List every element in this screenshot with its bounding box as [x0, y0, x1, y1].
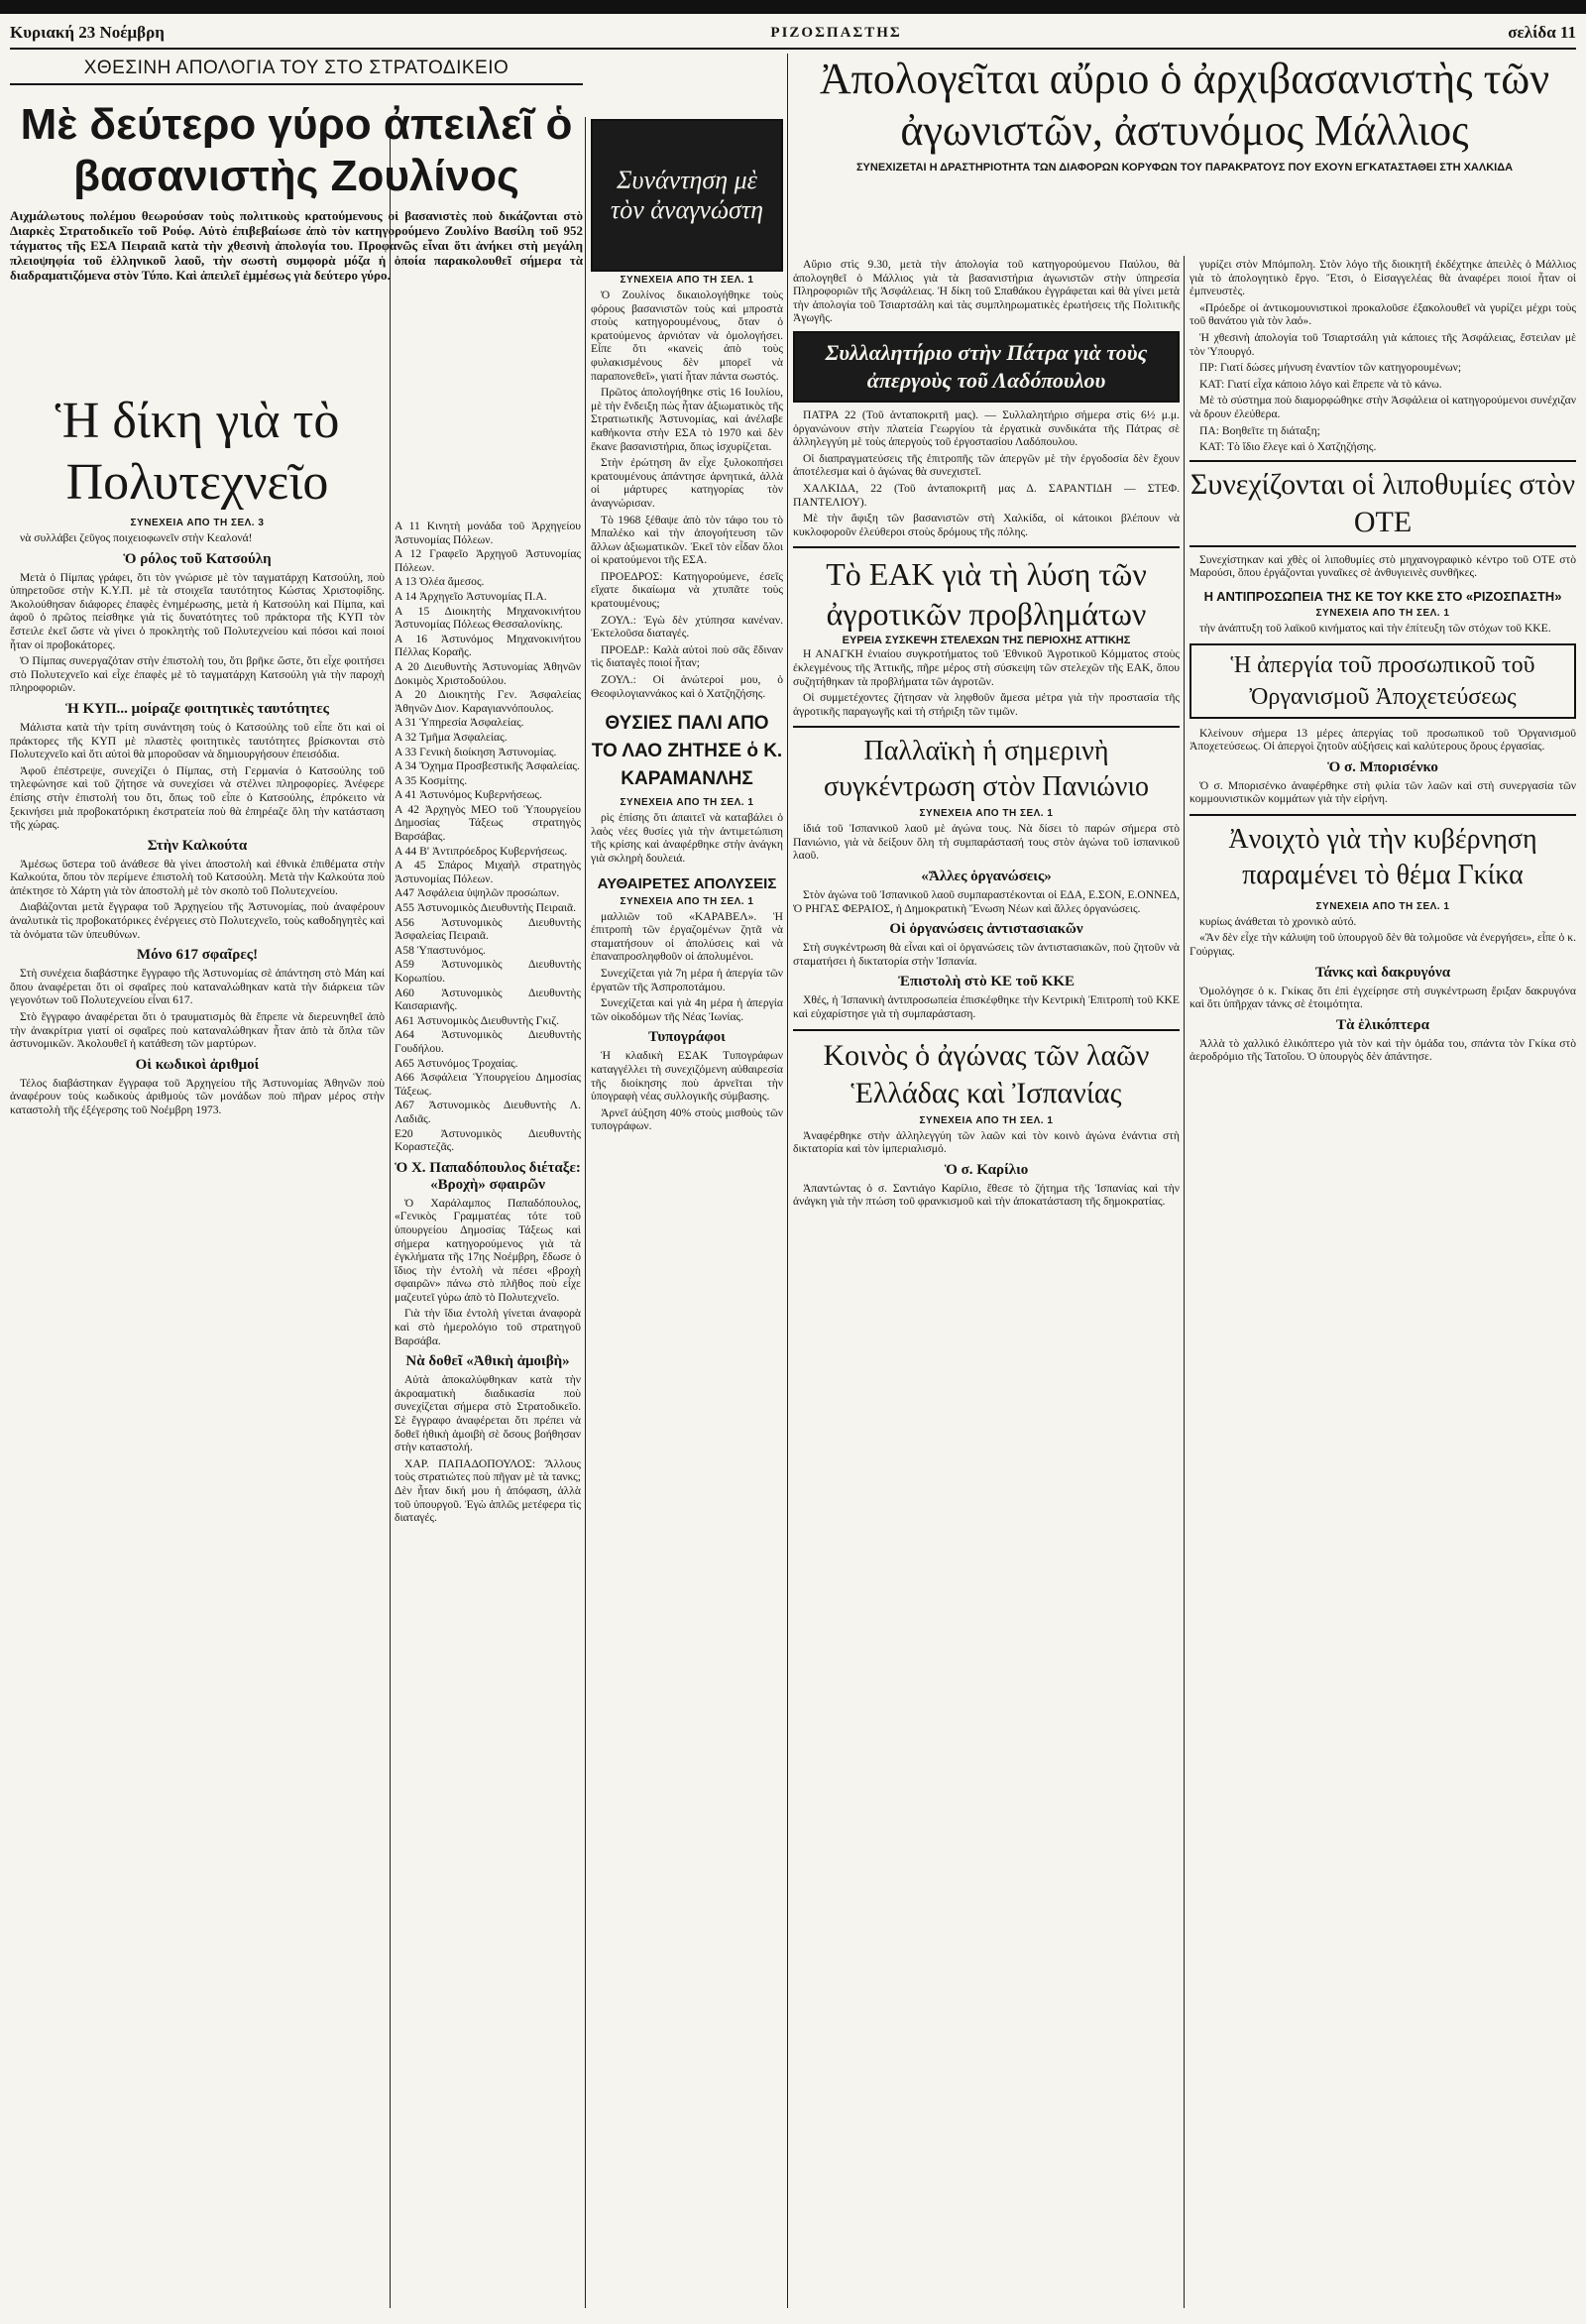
kicker: ΧΘΕΣΙΝΗ ΑΠΟΛΟΓΙΑ ΤΟΥ ΣΤΟ ΣΤΡΑΤΟΔΙΚΕΙΟ [10, 54, 583, 85]
paragraph: Ἀμέσως ὕστερα τοῦ ἀνάθεσε θὰ γίνει ἀποστολὴ καὶ ἐθνικὰ ἐπιθέματα στὴν Καλκούτα, ὅπου τὸν περίμενε ἐπιστολὴ τοῦ Κατσούλη. Μετὰ τὴν Καλκούτα ποὺ ἀπέκτησε τὸ Χάρτη γιὰ τὸν ἀποστολὴ μὲ τὸν σκοπὸ τοῦ Πολυτεχνείου. [10, 857, 385, 897]
paragraph: Ἀφοῦ ἐπέστρεψε, συνεχίζει ὁ Πίμπας, στὴ Γερμανία ὁ Κατσούλης τοῦ τηλεφώνησε καὶ τοῦ ζήτησε νὰ συνεχίσει νὰ στέλνει πληροφορίες. Ἀνέφερε ἐπίσης στὴν ἐπιστολή του ὅτι, ὅπως τοῦ εἶπε ὁ Κατσούλης, ἐπρόκειτο νὰ ξεκινήσει μιὰ προβοκατόρικη ἐκστρατεία ποὺ θὰ ἐπηρέαζε ὅλη τὴν κατάσταση τῆς χώρας. [10, 763, 385, 832]
paragraph: Αὔριο στὶς 9.30, μετὰ τὴν ἀπολογία τοῦ κατηγορούμενου Παύλου, θὰ ἀπολογηθεῖ ὁ Μάλλιος γιὰ τὰ βασανιστήρια ἀγωνιστῶν στὴν ὑπηρεσία Πληροφοριῶν τῆς Ἀσφάλειας. Ἡ δίκη τοῦ Σπαθάκου ἐγγράφεται καὶ θὰ γίνει μετὰ τὴν ἀπολογία τοῦ Τσιαρτσάλη καὶ τὰς συμπληρωματικὲς ἐρωτήσεις τῆς Πολιτικῆς Ἀγωγῆς. [793, 258, 1180, 325]
paragraph: Στὴ συνέχεια διαβάστηκε ἔγγραφο τῆς Ἀστυνομίας σὲ ἀπάντηση στὸ Μάη καί ὅπου ἀναφέρεται ὅτι οἱ σφαῖρες ποὺ καταναλώθηκαν κατὰ τὴν διάρκεια τῶν γεγονότων τοῦ Πολυτεχνείου εἶναι 617. [10, 967, 385, 1007]
top-black-bar [0, 0, 1586, 14]
spain-headline: Κοινὸς ὁ ἀγώνας τῶν λαῶν Ἑλλάδας καὶ Ἰσπανίας [793, 1029, 1180, 1112]
paragraph: ΧΑΛΚΙΔΑ, 22 (Τοῦ ἀνταποκριτῆ μας Δ. ΣΑΡΑΝΤΙΔΗ — ΣΤΕΦ. ΠΑΝΤΕΛΙΟΥ). [793, 481, 1180, 509]
paragraph: Τὸ 1968 ξέθαψε ἀπὸ τὸν τάφο του τὸ Μπαλέκο καὶ τὴν ἀπογοήτευση τῶν ἄλλων ἀξιωματικῶν. Ἐκεῖ τὸν εἶδαν ὅλοι οἱ κρατούμενοι τῆς ΕΣΑ. [591, 513, 783, 567]
paragraph: Συνεχίζεται καὶ γιὰ 4η μέρα ἡ ἀπεργία τῶν οἰκοδόμων τῆς Νέας Ἰωνίας. [591, 996, 783, 1023]
dismissals-headline: ΑΥΘΑΙΡΕΤΕΣ ΑΠΟΛΥΣΕΙΣ [597, 874, 777, 892]
column-rule [1184, 256, 1185, 2308]
paragraph: Οἱ διαπραγματεύσεις τῆς ἐπιτροπῆς τῶν ἀπεργῶν μὲ τὴν ἐργοδοσία δὲν ἔχουν ἀποτέλεσμα καὶ ὁ ἀγώνας θὰ συνεχιστεῖ. [793, 451, 1180, 479]
continuation-label: ΣΥΝΕΧΕΙΑ ΑΠΟ ΤΗ ΣΕΛ. 3 [130, 518, 265, 528]
kke-delegation-headline: Η ΑΝΤΙΠΡΟΣΩΠΕΙΑ ΤΗΣ ΚΕ ΤΟΥ ΚΚΕ ΣΤΟ «ΡΙΖΟΣΠΑΣΤΗ» [1203, 588, 1562, 604]
header-page-number: σελίδα 11 [1508, 23, 1576, 42]
mallios-deck: ΣΥΝΕΧΙΖΕΤΑΙ Η ΔΡΑΣΤΗΡΙΟΤΗΤΑ ΤΩΝ ΔΙΑΦΟΡΩΝ ΚΟΡΥΦΩΝ ΤΟΥ ΠΑΡΑΚΡΑΤΟΥΣ ΠΟΥ ΕΧΟΥΝ ΕΓΚΑΤΑΣΤΑΘΕΙ ΣΤΗ ΧΑΛΚΙΔΑ [855, 162, 1514, 174]
continuation-label: ΣΥΝΕΧΕΙΑ ΑΠΟ ΤΗ ΣΕΛ. 1 [919, 808, 1054, 820]
police-unit-item: Α67 Ἀστυνομικὸς Διευθυντὴς Λ. Λαδιᾶς. [395, 1099, 581, 1125]
paragraph: Μετὰ ὁ Πίμπας γράφει, ὅτι τὸν γνώρισε μὲ τὸν ταγματάρχη Κατσούλη, ποὺ ὑπηρετοῦσε στὴν Κ.Υ.Π. μὲ τὰ στοιχεῖα ταυτότητος Κώστας Χριστοφίδης. Ἀκολούθησαν διάφορες ἐπαφὲς ἐνημέρωσης, μετὰ ἡ Κατσούλη καὶ Πίμπα, καὶ ἀφοῦ ὁ πρῶτος πείσθηκε γιὰ τὶς δυνατότητες τοῦ πράκτορα τῆς ΚΥΠ τὸν ἔστειλε ἐκεῖ ὥστε νὰ γίνει ὁ προκλητὴς τοῦ Πολυτεχνείου καὶ πόσοι καὶ ποιοί ἦταν οἱ προβοκάτορες. [10, 570, 385, 651]
col5-lead [793, 54, 1576, 252]
subhead: Οἱ ὀργανώσεις ἀντιστασιακῶν [889, 921, 1083, 938]
police-unit-item: Α 12 Γραφεῖο Ἀρχηγοῦ Ἀστυνομίας Πόλεων. [395, 547, 581, 574]
subhead: Οἱ κωδικοὶ ἀριθμοί [135, 1056, 260, 1073]
police-unit-item: Α 16 Ἀστυνόμος Μηχανοκινήτου Πέλλας Κοραῆς. [395, 632, 581, 659]
col3 [591, 119, 783, 2310]
police-unit-item: Α 34 Ὄχημα Προσβεστικῆς Ἀσφαλείας. [395, 759, 580, 773]
paragraph: ΚΑΤ: Γιατί εἶχα κάποιο λόγο καὶ ἔπρεπε νὰ τὸ κάνω. [1199, 377, 1442, 391]
subhead: Ἡ ΚΥΠ... μοίραζε φοιτητικὲς ταυτότητες [65, 700, 329, 717]
paragraph: Μάλιστα κατὰ τὴν τρίτη συνάντηση τοὺς ὁ Κατσούλης τοῦ εἶπε ὅτι καὶ οἱ πράκτορες τῆς ΚΥΠ μὲ πλαστὲς φοιτητικὲς ταυτότητες βρίσκονται στὸ Πολυτεχνεῖο καὶ ὅτι αὐτοὶ θὰ μποροῦσαν νὰ δημιουργήσουν ἐπεισόδια. [10, 720, 385, 761]
police-unit-item: Α66 Ἀσφάλεια Ὑπουργείου Δημοσίας Τάξεως. [395, 1071, 581, 1098]
sewage-strike-headline: Ἡ ἀπεργία τοῦ προσωπικοῦ τοῦ Ὀργανισμοῦ Ἀποχετεύσεως [1190, 643, 1576, 719]
police-unit-item: Α61 Ἀστυνομικὸς Διευθυντὴς Γκιζ. [395, 1013, 560, 1027]
paragraph: μαλλιῶν τοῦ «ΚΑΡΑΒΕΛ». Ἡ ἐπιτροπὴ τῶν ἐργαζομένων ζητᾶ νὰ σταματήσουν οἱ ἀπολύσεις καὶ νὰ ἐπαναπροσληφθοῦν οἱ ἀπολυμένοι. [591, 909, 783, 964]
subhead: Ἐπιστολὴ στὸ ΚΕ τοῦ ΚΚΕ [897, 974, 1076, 990]
paragraph: Ἡ κλαδικὴ ΕΣΑΚ Τυπογράφων καταγγέλλει τὴ συνεχιζόμενη αὐθαιρεσία τῆς διοίκησης ποὺ ἀρνεῖται τὴν ὑπογραφὴ νέας συλλογικῆς σύμβασης. [591, 1049, 783, 1104]
paragraph: Ἀλλὰ τὸ χαλλικό ἑλικόπτερο γιὰ τὸν καὶ τὴν ὁμάδα του, σπάντα τὸν Γκίκα στὸ ἀεροδρόμιο τῆς Τατοΐου. Ὁ ὑπουργὸς δὲν ἀπάντησε. [1190, 1036, 1576, 1064]
police-unit-item: Α 35 Κοσμίτης. [395, 773, 468, 787]
paragraph: ΠΑΤΡΑ 22 (Τοῦ ἀνταποκριτῆ μας). — Συλλαλητήριο σήμερα στὶς 6½ μ.μ. ὀργανώνουν στὴν πλατεία Γεωργίου τὰ ἐργατικὰ συνδικάτα τῆς Πάτρας σὲ ἀλληλεγγύη μὲ τοὺς ἀπεργοὺς τοῦ ἐργοστασίου Λαδόπουλου. [793, 407, 1180, 449]
paragraph: «Πρόεδρε οἱ ἀντικομουνιστικοὶ προκαλοῦσε ἐξακολουθεῖ νὰ γυρίζει μέχρι τοὺς τοῦ θανάτου γιὰ τὸν λαό». [1190, 300, 1576, 328]
mallios-headline: Ἀπολογεῖται αὔριο ὁ ἀρχιβασανιστὴς τῶν ἀγωνιστῶν, ἀστυνόμος Μάλλιος [819, 55, 1550, 155]
paragraph: Συνεχίστηκαν καὶ χθὲς οἱ λιποθυμίες στὸ μηχανογραφικὸ κέντρο τοῦ ΟΤΕ στὸ Μαρούσι, ὅπου ἐργάζονται γυναῖκες σὲ ἀνθυγιεινὲς συνθῆκες. [1190, 552, 1576, 580]
police-unit-item: Α 33 Γενικὴ διοίκηση Ἀστυνομίας. [395, 745, 557, 758]
reader-corner-title: Συνάντηση μὲ τὸν ἀναγνώστη [610, 166, 764, 224]
paragraph: Ἀρνεῖ ἀύξηση 40% στοὺς μισθοὺς τῶν τυπογράφων. [591, 1105, 783, 1133]
paragraph: Μὲ τὸ σύστημα ποὺ διαμορφώθηκε στὴν Ἀσφάλεια οἱ κατηγορούμενοι συνέχιζαν νὰ δρουν ἐλεύθερα. [1190, 394, 1576, 420]
paragraph: Συνεχίζεται γιὰ 7η μέρα ἡ ἀπεργία τῶν ἐργατῶν τῆς Ἀσπροποτάμου. [591, 966, 783, 993]
police-unit-item: Α55 Ἀστυνομικὸς Διευθυντὴς Πειραιᾶ. [395, 901, 576, 915]
page-header [10, 18, 1576, 50]
police-unit-item: Α 14 Ἀρχηγεῖο Ἀστυνομίας Π.Α. [395, 589, 547, 603]
police-unit-item: Α 11 Κινητὴ μονάδα τοῦ Ἀρχηγείου Ἀστυνομίας Πόλεων. [395, 520, 581, 546]
paragraph: Στὴ συγκέντρωση θὰ εἶναι καὶ οἱ ὀργανώσεις τῶν ἀντιστασιακῶν, ποὺ ζητοῦν νὰ σταματήσει ἡ δικτατορία στὴν Ἰσπανία. [793, 941, 1180, 968]
police-unit-item: Α 41 Ἀστυνόμος Κυβερνήσεως. [395, 788, 542, 802]
paragraph: ἰδιά τοῦ Ἰσπανικοῦ λαοῦ μὲ ἀγώνα τους. Νὰ δίσει τὸ παρών σήμερα στὸ Πανιώνιο, γιὰ νὰ δείξουν ὅλη τὴ συμπαράστασή τους στὸν ἀγώνα τοῦ ἰσπανικοῦ λαοῦ. [793, 822, 1180, 863]
police-unit-item: Α47 Ἀσφάλεια ὑψηλῶν προσώπων. [395, 886, 560, 900]
col1-lead-story [10, 93, 583, 391]
police-unit-item: Α 45 Σπάρος Μιχαὴλ στρατηγὸς Ἀστυνομίας Πόλεων. [395, 859, 581, 885]
paragraph: Στὸ ἔγγραφο ἀναφέρεται ὅτι ὁ τραυματισμὸς θὰ ἔπρεπε νὰ διερευνηθεῖ ἀπὸ τὴν ἀνακρίτρια γιατί οἱ σφαῖρες ποὺ καταναλώθηκαν ἦταν ἀπὸ τὰ ὅπλα τῶν ἀστυνομικῶν. Ἀκολουθεῖ ἡ κατάθεση τῶν μαρτύρων. [10, 1010, 385, 1051]
paragraph: Οἱ συμμετέχοντες ζήτησαν νὰ ληφθοῦν ἄμεσα μέτρα γιὰ τὴν προστασία τῆς ἀγροτικῆς παραγωγῆς καὶ τὴ στήριξη τῶν τιμῶν. [793, 691, 1180, 718]
panionios-headline: Παλλαϊκὴ ἡ σημερινὴ συγκέντρωση στὸν Πανιώνιο [793, 726, 1180, 805]
col6 [1190, 258, 1576, 2310]
paragraph: Ὁμολόγησε ὁ κ. Γκίκας ὅτι ἐπὶ ἐγχείρησε στὴ συγκέντρωση ἔριξαν δακρυγόνα καὶ ὅτι ὑπῆρχαν τάνκς σὲ ἑτοιμότητα. [1190, 984, 1576, 1011]
subhead: Τάνκς καὶ δακρυγόνα [1314, 964, 1451, 981]
column-rule [787, 54, 788, 2308]
paragraph: Τέλος διαβάστηκαν ἔγγραφα τοῦ Ἀρχηγείου τῆς Ἀστυνομίας Ἀθηνῶν ποὺ ἀναφέρουν τοὺς κωδικοὺς ἀριθμοὺς τῶν μονάδων ποὺ πῆραν μέρος στὴν καταστολὴ τῆς ἐξέγερσης τοῦ Νοέμβρη 1973. [10, 1076, 385, 1116]
police-unit-item: Α59 Ἀστυνομικὸς Διευθυντὴς Κορωπίου. [395, 958, 581, 985]
polytechnic-headline: Ἡ δίκη γιὰ τὸ Πολυτεχνεῖο [55, 393, 340, 511]
continuation-label: ΣΥΝΕΧΕΙΑ ΑΠΟ ΤΗ ΣΕΛ. 1 [919, 1114, 1054, 1126]
paragraph: Ἡ χθεσινὴ ἀπολογία τοῦ Τσιαρτσάλη γιὰ κάποιες τῆς Ἀσφάλειας, ἔστειλαν μὲ τὸν Ὑπουργό. [1190, 330, 1576, 358]
paragraph: ΠΡΟΕΔΡ.: Καλὰ αὐτοὶ ποὺ σᾶς ἔδιναν τὶς διαταγὲς ποιοί ἦταν; [591, 642, 783, 670]
eak-deck: ΕΥΡΕΙΑ ΣΥΣΚΕΨΗ ΣΤΕΛΕΧΩΝ ΤΗΣ ΠΕΡΙΟΧΗΣ ΑΤΤΙΚΗΣ [842, 635, 1131, 647]
paragraph: Ἀναφέρθηκε στὴν ἀλληλεγγύη τῶν λαῶν καὶ τὸν κοινὸ ἀγώνα ἐνάντια στὴ δικτατορία καὶ τὸν ἰμπεριαλισμό. [793, 1128, 1180, 1156]
column-rule [390, 117, 391, 2308]
paragraph: Στὴν ἐρώτηση ἂν εἶχε ξυλοκοπήσει κρατουμένους ἀπάντησε ἀρνητικά, ἀλλὰ οἱ μάρτυρες κατηγορίας τὸν ἀναγνώρισαν. [591, 456, 783, 510]
paragraph: Γιὰ τὴν ἴδια ἐντολὴ γίνεται ἀναφορὰ καὶ στὸ ἡμερολόγιο τοῦ στρατηγοῦ Βαρσάβα. [395, 1307, 581, 1347]
ote-headline: Συνεχίζονται οἱ λιποθυμίες στὸν ΟΤΕ [1190, 460, 1576, 547]
paragraph: Πρῶτος ἀπολογήθηκε στὶς 16 Ιουλίου, μὲ τὴν ἔνδειξη πὼς ἦταν ἀξιωματικὸς τῆς Στρατιωτικῆς Ἀστυνομίας, καὶ ἀνέλαβε καθήκοντα στὴν ΕΣΑ τὸ 1970 καὶ δὲν ἔκανε βασανιστήρια, ὅπως ἰσχυρίζεται. [591, 386, 783, 453]
header-paper-name: ΡΙΖΟΣΠΑΣΤΗΣ [770, 24, 902, 41]
paragraph: «Ἂν δὲν εἶχε τὴν κάλυψη τοῦ ὑπουργοῦ δὲν θὰ τολμοῦσε νὰ ἐνεργήσει», εἶπε ὁ κ. Γούργιας. [1190, 931, 1576, 959]
paragraph: τὴν ἀνάπτυξη τοῦ λαϊκοῦ κινήματος καὶ τὴν ἐπίτευξη τῶν στόχων τοῦ ΚΚΕ. [1199, 621, 1551, 635]
police-unit-item: Α60 Ἀστυνομικὸς Διευθυντὴς Καισαριανῆς. [395, 986, 581, 1013]
paragraph: Ὁ σ. Μπορισένκο ἀναφέρθηκε στὴ φιλία τῶν λαῶν καὶ στὴ συνεργασία τῶν κομμουνιστικῶν κομμάτων γιὰ τὴν εἰρήνη. [1190, 778, 1576, 806]
paragraph: γυρίζει στὸν Μπόμπολη. Στὸν λόγο τῆς διοικητῆ ἐκδέχτηκε ἀπειλὲς ὁ Μάλλιος γιὰ τὸ ἀπολογητικὸ ἔργο. Ἔτσι, ὁ Εἰσαγγελέας θὰ ἀναφέρει ποιοί ἦταν οἱ ἐμπνευστὲς. [1190, 258, 1576, 298]
subhead: Τὰ ἑλικόπτερα [1336, 1016, 1429, 1033]
col2 [395, 520, 581, 2310]
paragraph: κυρίως ἀνάθεται τὸ χρονικὸ αὐτό. [1199, 914, 1357, 928]
paragraph: ρὶς ἐπίσης ὅτι ἀπαιτεῖ νὰ καταβάλει ὁ λαὸς νέες θυσίες γιὰ τὴν ἀντιμετώπιση τῆς κρίσης καὶ ἀναφέρθηκε στὴν ἀνάγκη γιὰ σκληρὴ δουλειά. [591, 811, 783, 865]
paragraph: Ὁ Ζουλίνος δικαιολογήθηκε τοὺς φόρους βασανιστῶν τοὺς καὶ μπροστὰ στοὺς κατηγορουμένους, ὅταν ὁ κρατούμενος ἀρνιόταν νὰ ὁμολογήσει. Εἶπε ὅτι «κανεὶς ἀπὸ τοὺς φυλακισμένους δὲν μπορεῖ νὰ παραπονεθεῖ», γιατί ἦταν πάντα σωστός. [591, 289, 783, 383]
paragraph: Διαβάζονται μετὰ ἔγγραφα τοῦ Ἀρχηγείου τῆς Ἀστυνομίας, ποὺ ἀναφέρουν ἀναλυτικὰ τὶς προβοκατόρικες ἐνέργειες στὸ Πολυτεχνεῖο, τοὺς καθοδηγητὲς καὶ τὰ ὀνόματα τῶν ὑπευθύνων. [10, 900, 385, 941]
subhead: Ὁ σ. Καρίλιο [944, 1161, 1029, 1178]
paragraph: Ἀπαντώντας ὁ σ. Σαντιάγο Καρίλιο, ἔθεσε τὸ ζήτημα τῆς Ἰσπανίας καὶ τὴν ἀνάγκη γιὰ τὴν πτώση τοῦ φρανκισμοῦ καὶ τὴν ἀποκατάσταση τῆς δημοκρατίας. [793, 1181, 1180, 1209]
subhead: Ὁ σ. Μπορισένκο [1327, 758, 1438, 775]
paragraph: Μὲ τὴν ἄφιξη τῶν βασανιστῶν στὴ Χαλκίδα, οἱ κάτοικοι βλέπουν νὰ κυκλοφοροῦν ἐλεύθεροι στοὺς δρόμους τῆς πόλης. [793, 512, 1180, 538]
subhead: Νὰ δοθεῖ «Ἀθικὴ ἀμοιβὴ» [405, 1353, 570, 1370]
patras-rally-title: Συλλαλητήριο στὴν Πάτρα γιὰ τοὺς ἀπεργοὺς τοῦ Λαδόπουλου [825, 339, 1148, 393]
continuation-label: ΣΥΝΕΧΕΙΑ ΑΠΟ ΤΗ ΣΕΛ. 1 [620, 895, 754, 907]
header-date: Κυριακή 23 Νοέμβρη [10, 23, 165, 42]
subhead: Ὁ ρόλος τοῦ Κατσούλη [123, 550, 272, 567]
gikas-headline: Ἀνοιχτὸ γιὰ τὴν κυβέρνηση παραμένει τὸ θέμα Γκίκα [1190, 814, 1576, 893]
paragraph: ΚΑΤ: Τὸ ἴδιο ἔλεγε καὶ ὁ Χατζηζήσης. [1199, 440, 1377, 454]
column-rule [585, 117, 586, 2308]
subhead: «Ἄλλες ὀργανώσεις» [921, 869, 1052, 885]
police-unit-item: Α 15 Διοικητὴς Μηχανοκινήτου Ἀστυνομίας Πόλεως Θεσσαλονίκης. [395, 604, 581, 632]
paragraph: Η ΑΝΑΓΚΗ ἑνιαίου συγκροτήματος τοῦ Ἐθνικοῦ Ἀγροτικοῦ Κόμματος στοὺς ἐκλεγμένους τῆς Ἀττικῆς, πῆρε μέρος στὴ σύσκεψη τῶν στελεχῶν τῆς ΕΑΚ, ὅπου συζητήθηκαν τὰ προβλήματα τῶν ἀγροτῶν. [793, 647, 1180, 688]
subhead: Τυπογράφοι [648, 1029, 726, 1046]
police-unit-item: Α65 Ἀστυνόμος Τροχαίας. [395, 1056, 518, 1070]
paragraph: Αὐτὰ ἀποκαλύφθηκαν κατὰ τὴν ἀκροαματικὴ διαδικασία ποὺ συνεχίζεται σήμερα στὸ Στρατοδικεῖο. Σὲ ἔγγραφο ἀναφέρεται ὅτι πρέπει νὰ δοθεῖ ἠθικὴ ἀμοιβὴ σὲ ὅσους βοήθησαν στὴν καταστολή. [395, 1373, 581, 1454]
col5-body [793, 258, 1180, 2310]
police-unit-item: Α 44 Β' Ἀντιπρόεδρος Κυβερνήσεως. [395, 844, 568, 858]
police-unit-item: Α 20 Διοικητὴς Γεν. Ἀσφαλείας Ἀθηνῶν Διον. Καραγιαννόπουλος. [395, 688, 581, 715]
paragraph: ΧΑΡ. ΠΑΠΑΔΟΠΟΥΛΟΣ: Ἄλλους τοὺς στρατιώτες ποὺ πῆγαν μὲ τὰ τανκς; Δὲν ἦταν δική μου ἡ ἀπόφαση, ἀλλὰ τοῦ ὑπουργοῦ. Ἐγὼ ἁπλῶς μετέφερα τὶς διαταγές. [395, 1456, 581, 1525]
police-unit-item: Α56 Ἀστυνομικὸς Διευθυντὴς Ἀσφαλείας Πειραιᾶ. [395, 915, 581, 943]
lead-paragraph: Αιχμάλωτους πολέμου θεωρούσαν τοὺς πολιτικοὺς κρατούμενους οἱ βασανιστὲς ποὺ δικάζονται στὸ Διαρκὲς Στρατοδικεῖο τοῦ Ρούφ. Αὐτὸ ἐπιβεβαίωσε ἀπὸ τὸν κατηγορούμενο Ζουλίνο Βασίλη τοῦ 952 τάγματος τῆς ΕΣΑ Πειραιᾶ κατὰ τὴν χθεσινὴ ἀπολογία του. Προφανῶς εἶναι ὅτι ἀνήκει στὴ μεγάλη πλειοψηφία τοῦ ἑλληνικοῦ λαοῦ, τὴν σωστὴ συμφορὰ μόζα ἡ ὁποία παρακολουθεῖ σήμερα τὰ διαδραματιζόμενα στὸν Τύπο. Καὶ ἀπειλεῖ ἐμμέσως γιὰ δεύτερο γύρο. [10, 208, 583, 283]
paragraph: ΖΟΥΛ.: Οἱ ἀνώτεροί μου, ὁ Θεοφιλογιαννάκος καὶ ὁ Χατζηζήσης. [591, 673, 783, 700]
continuation-label: ΣΥΝΕΧΕΙΑ ΑΠΟ ΤΗ ΣΕΛ. 1 [620, 797, 754, 809]
paragraph: Ὁ Χαράλαμπος Παπαδόπουλος, «Γενικὸς Γραμματέας τότε τοῦ ὑπουργείου Δημοσίας Τάξεως καὶ σήμερα κατηγορούμενος γιὰ τὰ ἐγκλήματα τῆς 17ης Νοέμβρη, ἔδωσε ὁ ἴδιος τὴν ἐντολὴ νὰ πέσει «βροχὴ σφαιρῶν» πάνω στὸ πλῆθος ποὺ εἶχε μαζευτεῖ γύρω ἀπὸ τὸ Πολυτεχνεῖο. [395, 1196, 581, 1304]
paragraph: Στὸν ἀγώνα τοῦ Ἰσπανικοῦ λαοῦ συμπαραστέκονται οἱ ΕΔΑ, Ε.ΣΟΝ, Ε.ΟΝΝΕΔ, Ὁ ΡΗΓΑΣ ΦΕΡΑΙΟΣ, ἡ Δημοκρατικὴ Ἕνωση Νέων καὶ ἄλλες ὀργανώσεις. [793, 888, 1180, 915]
paragraph: Κλείνουν σήμερα 13 μέρες ἀπεργίας τοῦ προσωπικοῦ τοῦ Ὀργανισμοῦ Ἀποχετεύσεως. Οἱ ἀπεργοὶ ζητοῦν αὐξήσεις καὶ καλύτερους ὅρους ἐργασίας. [1190, 726, 1576, 754]
subhead: Ὁ Χ. Παπαδόπουλος διέταξε: «Βροχὴ» σφαιρῶν [395, 1159, 581, 1193]
paragraph: ΠΡΟΕΔΡΟΣ: Κατηγορούμενε, ἐσεῖς εἴχατε δικαίωμα νὰ χτυπᾶτε τοὺς κρατουμένους; [591, 569, 783, 611]
paragraph: Ὁ Πίμπας συνεργαζόταν στὴν ἐπιστολὴ του, ὅτι βρῆκε ὥστε, ὅτι εἶχε φοιτήσει στὸ Πολυτεχνεῖο καὶ εἶχε ἐπαφὲς μὲ τὸ ταγματάρχη Κατσούλη γιὰ τὴν παροχὴ πληροφοριῶν. [10, 654, 385, 695]
police-unit-item: Α 32 Τμῆμα Ἀσφαλείας. [395, 730, 508, 744]
subhead: Στὴν Καλκούτα [147, 837, 248, 854]
paragraph: ΠΑ: Βοηθεῖτε τη διάταξη; [1199, 423, 1320, 437]
police-unit-item: Ε20 Ἀστυνομικὸς Διευθυντὴς Κοραστεζᾶς. [395, 1126, 581, 1154]
main-headline: Μὲ δεύτερο γύρο ἀπειλεῖ ὁ βασανιστὴς Ζουλίνος [20, 100, 573, 200]
police-unit-item: Α64 Ἀστυνομικὸς Διευθυντὴς Γουδήλου. [395, 1028, 581, 1055]
police-unit-item: Α 31 Ὑπηρεσία Ἀσφαλείας. [395, 716, 524, 730]
patras-rally-box [793, 331, 1180, 403]
police-unit-item: Α 13 Ὁλέα ἄμεσος. [395, 575, 485, 589]
police-unit-item: Α 20 Διευθυντὴς Ἀστυνομίας Ἀθηνῶν Δοκιμὸς Χριστοδούλου. [395, 659, 581, 687]
police-unit-item: Α 42 Ἀρχηγὸς ΜΕΟ τοῦ Ὑπουργείου Δημοσίας Τάξεως στρατηγὸς Βαρσάβας. [395, 802, 581, 844]
continuation-label: ΣΥΝΕΧΕΙΑ ΑΠΟ ΤΗ ΣΕΛ. 1 [620, 275, 754, 286]
karamanlis-headline: ΘΥΣΙΕΣ ΠΑΛΙ ΑΠΟ ΤΟ ΛΑΟ ΖΗΤΗΣΕ ὁ Κ. ΚΑΡΑΜΑΝΛΗΣ [591, 713, 783, 790]
reader-corner-box [591, 119, 783, 272]
col1-polytechnic-story [10, 387, 385, 2310]
continuation-label: ΣΥΝΕΧΕΙΑ ΑΠΟ ΤΗ ΣΕΛ. 1 [1315, 900, 1450, 912]
paragraph: ΖΟΥΛ.: Ἐγὼ δὲν χτύπησα κανέναν. Ἐκτελοῦσα διαταγές. [591, 613, 783, 640]
subhead: Μόνο 617 σφαῖρες! [136, 947, 259, 964]
paragraph: Χθές, ἡ Ἰσπανικὴ ἀντιπροσωπεία ἐπισκέφθηκε τὴν Κεντρικὴ Ἐπιτροπὴ τοῦ ΚΚΕ καὶ εὐχαρίστησε γιὰ τὴ συμπαράσταση. [793, 993, 1180, 1021]
police-units-list [395, 520, 581, 1154]
paragraph: νὰ συλλάβει ζεῦγος ποιχειοφωνεῖν στὴν Κεαλονά! [20, 531, 253, 544]
police-unit-item: Α58 Ὑπαστυνόμος. [395, 943, 486, 957]
continuation-label: ΣΥΝΕΧΕΙΑ ΑΠΟ ΤΗ ΣΕΛ. 1 [1315, 607, 1450, 619]
paragraph: ΠΡ: Γιατί δώσες μήνυση ἐναντίον τῶν κατηγορουμένων; [1199, 361, 1462, 375]
eak-headline: Τὸ ΕΑΚ γιὰ τὴ λύση τῶν ἀγροτικῶν προβλημάτων [793, 546, 1180, 634]
